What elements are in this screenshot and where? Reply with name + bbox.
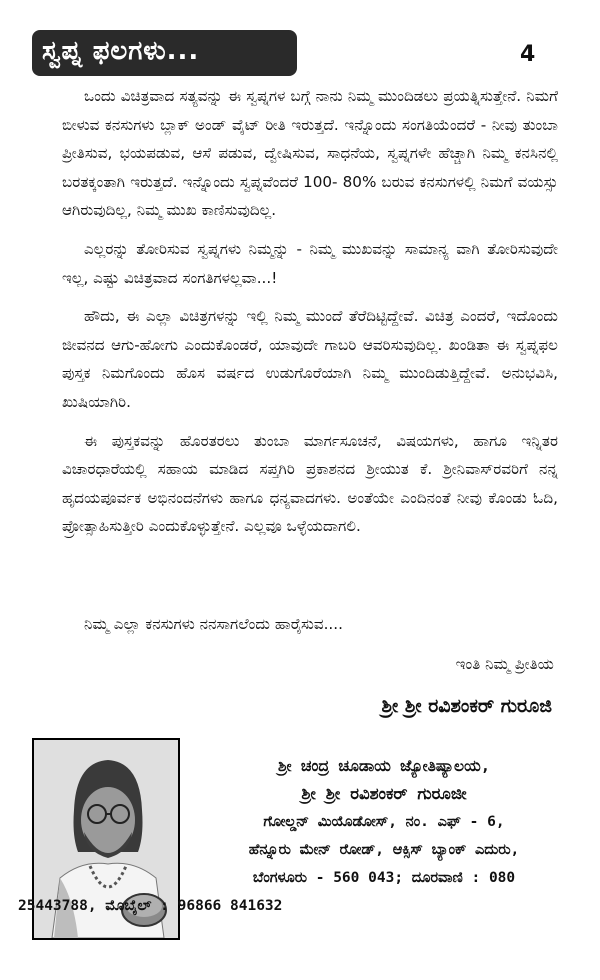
- address-line: ಬೆಂಗಳೂರು - 560 043; ದೂರವಾಣಿ : 080: [252, 870, 516, 886]
- section-title: ಸ್ವಪ್ನ ಫಲಗಳು...: [42, 36, 200, 66]
- contact-address: [18, 752, 580, 920]
- sign-off: ನಿಮ್ಮ ಎಲ್ಲಾ ಕನಸುಗಳು ನನಸಾಗಲೆಂದು ಹಾರೈಸುವ....: [84, 615, 343, 633]
- paragraph: ಹೌದು, ಈ ಎಲ್ಲಾ ವಿಚಿತ್ರಗಳನ್ನು ಇಲ್ಲಿ ನಿಮ್ಮ ಮುಂದೆ ತೆರೆದಿಟ್ಟಿದ್ದೇವೆ. ವಿಚಿತ್ರ ಎಂದರೆ, ಇದೊಂದು ಜೀವನದ ಆಗು-ಹೋಗು ಎಂದುಕೊಂಡರೆ, ಯಾವುದೇ ಗಾಬರಿ ಆವರಿಸುವುದಿಲ್ಲ. ಖಂಡಿತಾ ಈ ಸ್ವಪ್ನಫಲ ಪುಸ್ತಕ ನಿಮಗೊಂದು ಹೊಸ ವರ್ಷದ ಉಡುಗೊರೆಯಾಗಿ ನಿಮ್ಮ ಮುಂದಿಡುತ್ತಿದ್ದೇವೆ. ಅನುಭವಿಸಿ, ಖುಷಿಯಾಗಿರಿ.: [62, 307, 558, 411]
- author-signature: ಶ್ರೀ ಶ್ರೀ ರವಿಶಂಕರ್ ಗುರೂಜಿ: [381, 695, 552, 717]
- section-title-tab: [32, 30, 297, 76]
- address-line: 25443788, ಮೊಬೈಲ್ : 96866 841632: [18, 898, 283, 914]
- closing-block: [62, 610, 558, 720]
- page-number: 4: [520, 42, 536, 67]
- paragraph: ಒಂದು ವಿಚಿತ್ರವಾದ ಸತ್ಯವನ್ನು ಈ ಸ್ವಪ್ನಗಳ ಬಗ್ಗೆ ನಾನು ನಿಮ್ಮ ಮುಂದಿಡಲು ಪ್ರಯತ್ನಿಸುತ್ತೇನೆ. ನಿಮಗೆ ಬೀಳುವ ಕನಸುಗಳು ಬ್ಲಾಕ್ ಅಂಡ್ ವೈಟ್ ರೀತಿ ಇರುತ್ತದೆ. ಇನ್ನೊಂದು ಸಂಗತಿಯೆಂದರೆ - ನೀವು ತುಂಬಾ ಪ್ರೀತಿಸುವ, ಭಯಪಡುವ, ಆಸೆ ಪಡುವ, ದ್ವೇಷಿಸುವ, ಸಾಧನೆಯ, ಸ್ವಪ್ನಗಳೇ ಹೆಚ್ಚಾಗಿ ನಿಮ್ಮ ಕನಸಿನಲ್ಲಿ ಬರತಕ್ಕಂತಾಗಿ ಇರುತ್ತದೆ. ಇನ್ನೊಂದು ಸ್ವಪ್ನವೆಂದರೆ 100- 80% ಬರುವ ಕನಸುಗಳಲ್ಲಿ ನಿಮಗೆ ವಯಸ್ಸು ಆಗಿರುವುದಿಲ್ಲ, ನಿಮ್ಮ ಮುಖ ಕಾಣಿಸುವುದಿಲ್ಲ.: [62, 87, 558, 220]
- address-line: ಶ್ರೀ ಚಂದ್ರ ಚೂಡಾಯ ಜ್ಯೋತಿಷ್ಯಾಲಯ,: [277, 757, 491, 775]
- regards: ಇಂತಿ ನಿಮ್ಮ ಪ್ರೀತಿಯ: [455, 655, 554, 673]
- paragraph: ಈ ಪುಸ್ತಕವನ್ನು ಹೊರತರಲು ತುಂಬಾ ಮಾರ್ಗಸೂಚನೆ, ವಿಷಯಗಳು, ಹಾಗೂ ಇನ್ನಿತರ ವಿಚಾರಧಾರೆಯಲ್ಲಿ ಸಹಾಯ ಮಾಡಿದ ಸಪ್ತಗಿರಿ ಪ್ರಕಾಶನದ ಶ್ರೀಯುತ ಕೆ. ಶ್ರೀನಿವಾಸ್‌ರವರಿಗೆ ನನ್ನ ಹೃದಯಪೂರ್ವಕ ಅಭಿನಂದನೆಗಳು ಹಾಗೂ ಧನ್ಯವಾದಗಳು. ಅಂತೆಯೇ ಎಂದಿನಂತೆ ನೀವು ಕೊಂಡು ಓದಿ, ಪ್ರೋತ್ಸಾಹಿಸುತ್ತೀರಿ ಎಂದುಕೊಳ್ಳುತ್ತೇನೆ. ಎಲ್ಲವೂ ಒಳ್ಳೆಯದಾಗಲಿ.: [62, 431, 558, 536]
- address-line: ಹೆನ್ನೂರು ಮೇನ್ ರೋಡ್, ಆಕ್ಸಿಸ್ ಬ್ಯಾಂಕ್ ಎದುರು,: [248, 842, 520, 858]
- address-line: ಶ್ರೀ ಶ್ರೀ ರವಿಶಂಕರ್ ಗುರೂಜೀ: [301, 784, 467, 803]
- preface-body: [62, 82, 558, 551]
- paragraph: ಎಲ್ಲರನ್ನು ತೋರಿಸುವ ಸ್ವಪ್ನಗಳು ನಿಮ್ಮನ್ನು - ನಿಮ್ಮ ಮುಖವನ್ನು ಸಾಮಾನ್ಯ ವಾಗಿ ತೋರಿಸುವುದೇ ಇಲ್ಲ, ಎಷ್ಟು ವಿಚಿತ್ರವಾದ ಸಂಗತಿಗಳಲ್ಲವಾ...!: [62, 239, 558, 287]
- address-line: ಗೋಲ್ಡನ್ ಮಿಯೊಡೋಸ್, ನಂ. ಎಫ್ - 6,: [263, 814, 505, 830]
